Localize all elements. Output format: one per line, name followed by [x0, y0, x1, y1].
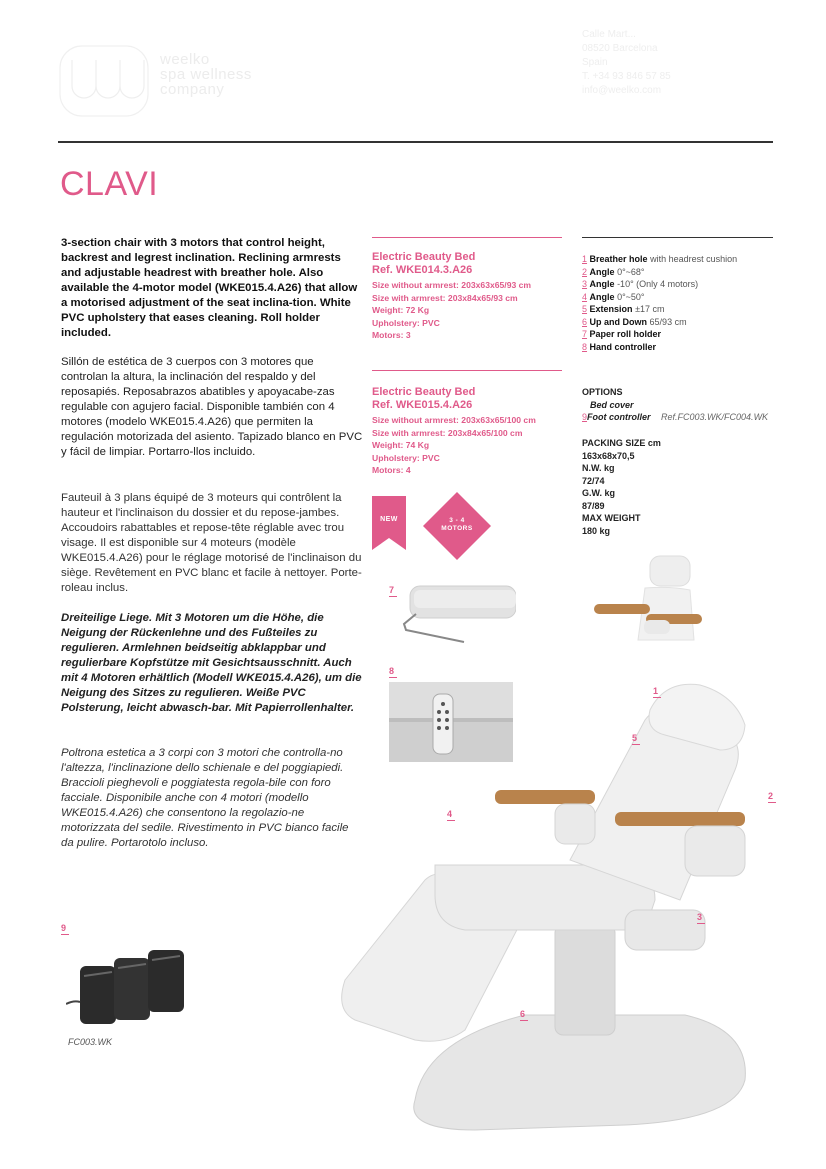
spec-line: Size with armrest: 203x84x65/100 cm: [372, 427, 523, 438]
model-2-block: [372, 386, 536, 477]
description-fr: Fauteuil à 3 plans équipé de 3 moteurs qui contrôlent la hauteur et l'inclinaison du dossier et du repose-jambes. Accoudoirs rabattables et repose-tête réglable avec trou visage. Il est disponible sur 4 moteurs (modèle WKE015.4.A26) pour le réglage motorisé de l'inclinaison du siège. Revêtement en PVC blanc et facile à nettoyer. Porte-roleau inclus.: [61, 492, 362, 594]
option-bed-cover: Bed cover: [590, 399, 634, 410]
model-2-name: Electric Beauty Bed: [372, 386, 476, 398]
logo-word-2: spa wellness: [160, 66, 252, 83]
legend-rule: [582, 237, 773, 238]
contact-line: info@weelko.com: [582, 85, 662, 96]
feature-legend: [582, 253, 737, 353]
spec-line: Upholstery: PVC: [372, 452, 440, 463]
contact-block: [582, 28, 671, 98]
callout-4: 4: [447, 809, 455, 821]
feature-item: 1 Breather hole with headrest cushion: [582, 254, 738, 264]
model-2-specs: [372, 414, 536, 477]
spec-line: Upholstery: PVC: [372, 317, 440, 328]
net-weight-value: 72/74: [582, 475, 605, 486]
model-1-block: [372, 251, 531, 342]
max-weight-value: 180 kg: [582, 525, 611, 536]
armrest-detail-image: [590, 550, 710, 646]
packing-block: [582, 437, 661, 537]
model-1-rule: [372, 237, 562, 238]
brand-logo-text: [160, 52, 252, 97]
spec-line: Weight: 72 Kg: [372, 305, 430, 315]
gross-weight-value: 87/89: [582, 500, 605, 511]
callout-7: 7: [389, 585, 397, 597]
model-1-name: Electric Beauty Bed: [372, 251, 476, 263]
header-divider: [58, 141, 773, 143]
options-block: [582, 386, 768, 424]
net-weight-label: N.W. kg: [582, 463, 615, 473]
callout-8: 8: [389, 666, 397, 678]
spec-line: Size without armrest: 203x63x65/93 cm: [372, 280, 532, 290]
feature-item: 3 Angle -10° (Only 4 motors): [582, 279, 699, 289]
foot-controller-image: [66, 946, 196, 1032]
feature-item: 8 Hand controller: [582, 341, 657, 352]
model-1-specs: [372, 279, 531, 342]
description-es: Sillón de estética de 3 cuerpos con 3 motores que controlan la altura, la inclinación del respaldo y del reposapiés. Reposabrazos abatibles y apoyacabe-zas regulable con agujero facial. Disponible también con 4 motores (modelo WKE015.4.A26) que permiten la regulación motorizada del asiento. Tapizado blanco en PVC y fácil de limpiar. Portarro-llos incluido.: [61, 356, 363, 458]
foot-controller-caption: FC003.WK: [68, 1037, 113, 1047]
new-badge-shape: [372, 496, 406, 550]
description-en: 3-section chair with 3 motors that control height, backrest and legrest inclination. Reclining armrests and adjustable headrest with breather hole. Also available the 4-motor model (WKE015.4.A26) that allow a motorised adjustment of the seat inclina-tion. White PVC upholstery that eases cleaning. Roll holder included.: [61, 237, 358, 339]
callout-3: 3: [697, 912, 705, 924]
callout-1: 1: [653, 686, 661, 698]
product-title: CLAVI: [60, 165, 159, 203]
callout-5: 5: [632, 733, 640, 745]
model-2-ref: Ref. WKE015.4.A26: [372, 399, 473, 411]
option-foot-controller: 9Foot controller Ref.FC003.WK/FC004.WK: [582, 412, 769, 422]
callout-6: 6: [520, 1009, 528, 1021]
spec-line: Size without armrest: 203x63x65/100 cm: [372, 415, 536, 425]
model-2-rule: [372, 370, 562, 371]
contact-line: Calle Mart...: [582, 29, 636, 40]
spec-line: Size with armrest: 203x84x65/93 cm: [372, 292, 518, 303]
feature-item: 4 Angle 0°~50°: [582, 291, 645, 302]
logo-word-1: weelko: [160, 51, 210, 68]
description-de: Dreiteilige Liege. Mit 3 Motoren um die Höhe, die Neigung der Rückenlehne und des Fußteiles zu regulieren. Armlehnen beidseitig abklappbar und regulierbare Kopfstütze mit Gesichtsausschnitt. Auch mit 4 Motoren erhältlich (Modell WKE015.4.A26), um die Neigung des Sitzes zu regulieren. Weiße PVC Polsterung, leicht abwasch-bar. Mit Papierrollenhalter.: [61, 612, 362, 714]
contact-line: T. +34 93 846 57 85: [582, 71, 671, 82]
logo-word-3: company: [160, 81, 225, 98]
feature-item: 5 Extension ±17 cm: [582, 304, 665, 314]
options-heading: OPTIONS: [582, 387, 623, 397]
callout-9: 9: [61, 923, 69, 935]
feature-item: 6 Up and Down 65/93 cm: [582, 316, 687, 327]
feature-item: 7 Paper roll holder: [582, 329, 662, 339]
model-1-ref: Ref. WKE014.3.A26: [372, 264, 473, 276]
max-weight-label: MAX WEIGHT: [582, 513, 641, 523]
feature-item: 2 Angle 0°~68°: [582, 266, 645, 277]
gross-weight-label: G.W. kg: [582, 488, 616, 498]
spec-line: Weight: 74 Kg: [372, 440, 430, 450]
description-it: Poltrona estetica a 3 corpi con 3 motori che controlla-no l'altezza, l'inclinazione dello schienale e del poggiapiedi. Braccioli pieghevoli e poggiatesta regola-bile con foro facciale. Disponibile anche con 4 motori (modello WKE015.4.A26) che consentono la regolazio-ne motorizzata del sedile. Rivestimento in PVC bianco facile da pulire. Portarotolo incluso.: [61, 747, 349, 849]
packing-size-label: PACKING SIZE cm: [582, 438, 661, 448]
spec-line: Motors: 4: [372, 465, 411, 475]
new-badge: NEW: [380, 516, 398, 523]
callout-2: 2: [768, 791, 776, 803]
beauty-chair-image: [325, 680, 785, 1140]
spec-line: Motors: 3: [372, 330, 411, 340]
paper-roll-holder-image: [396, 578, 516, 646]
contact-line: Spain: [582, 57, 608, 68]
contact-line: 08520 Barcelona: [582, 43, 658, 54]
packing-size-value: 163x68x70,5: [582, 450, 635, 461]
motors-badge: 3 - 4 MOTORS: [441, 517, 473, 532]
